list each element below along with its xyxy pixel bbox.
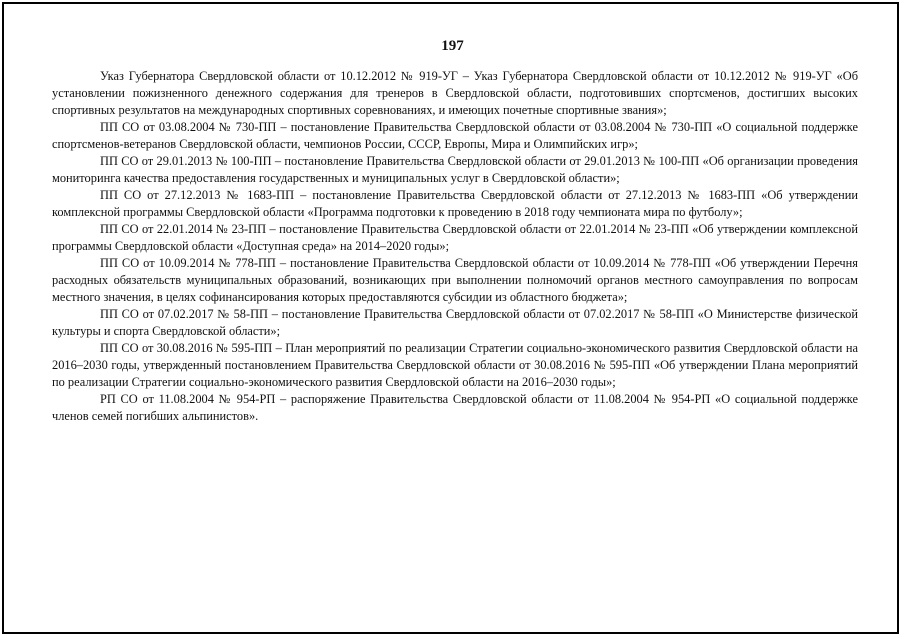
paragraph: ПП СО от 22.01.2014 № 23-ПП – постановление Правительства Свердловской области от 22.01.2014 № 23-ПП «Об утверждении комплексной программы Свердловской области «Доступная среда» на 2014–2020 годы»;	[52, 222, 858, 253]
paragraph: ПП СО от 10.09.2014 № 778-ПП – постановление Правительства Свердловской области от 10.09.2014 № 778-ПП «Об утверждении Перечня расходных обязательств муниципальных образований, возникающих при выполнении полномочий органов местного самоуправления по вопросам местного значения, в целях софинансирования которых предоставляются субсидии из областного бюджета»;	[52, 256, 858, 304]
paragraph: Указ Губернатора Свердловской области от 10.12.2012 № 919-УГ – Указ Губернатора Свердловской области от 10.12.2012 № 919-УГ «Об установлении пожизненного денежного содержания для тренеров в Свердловской области, подготовивших спортсменов, достигших высоких спортивных результатов на международных спортивных соревнованиях, и имеющих почетные спортивные звания»;	[52, 69, 858, 117]
page-number: 197	[441, 38, 464, 54]
paragraph: ПП СО от 30.08.2016 № 595-ПП – План мероприятий по реализации Стратегии социально-экономического развития Свердловской области на 2016–2030 годы, утвержденный постановлением Правительства Свердловской области от 30.08.2016 № 595-ПП «Об утверждении Плана мероприятий по реализации Стратегии социально-экономического развития Свердловской области на 2016–2030 годы»;	[52, 341, 858, 389]
paragraph: ПП СО от 07.02.2017 № 58-ПП – постановление Правительства Свердловской области от 07.02.2017 № 58-ПП «О Министерстве физической культуры и спорта Свердловской области»;	[52, 307, 858, 338]
paragraph: РП СО от 11.08.2004 № 954-РП – распоряжение Правительства Свердловской области от 11.08.2004 № 954-РП «О социальной поддержке членов семей погибших альпинистов».	[52, 392, 858, 423]
paragraph: ПП СО от 27.12.2013 № 1683-ПП – постановление Правительства Свердловской области от 27.12.2013 № 1683-ПП «Об утверждении комплексной программы Свердловской области «Программа подготовки к проведению в 2018 году чемпионата мира по футболу»;	[52, 188, 858, 219]
paragraph: ПП СО от 03.08.2004 № 730-ПП – постановление Правительства Свердловской области от 03.08.2004 № 730-ПП «О социальной поддержке спортсменов-ветеранов Свердловской области, чемпионов России, СССР, Европы, Мира и Олимпийских игр»;	[52, 120, 858, 151]
document-body	[52, 68, 858, 425]
paragraph: ПП СО от 29.01.2013 № 100-ПП – постановление Правительства Свердловской области от 29.01.2013 № 100-ПП «Об организации проведения мониторинга качества предоставления государственных и муниципальных услуг в Свердловской области»;	[52, 154, 858, 185]
